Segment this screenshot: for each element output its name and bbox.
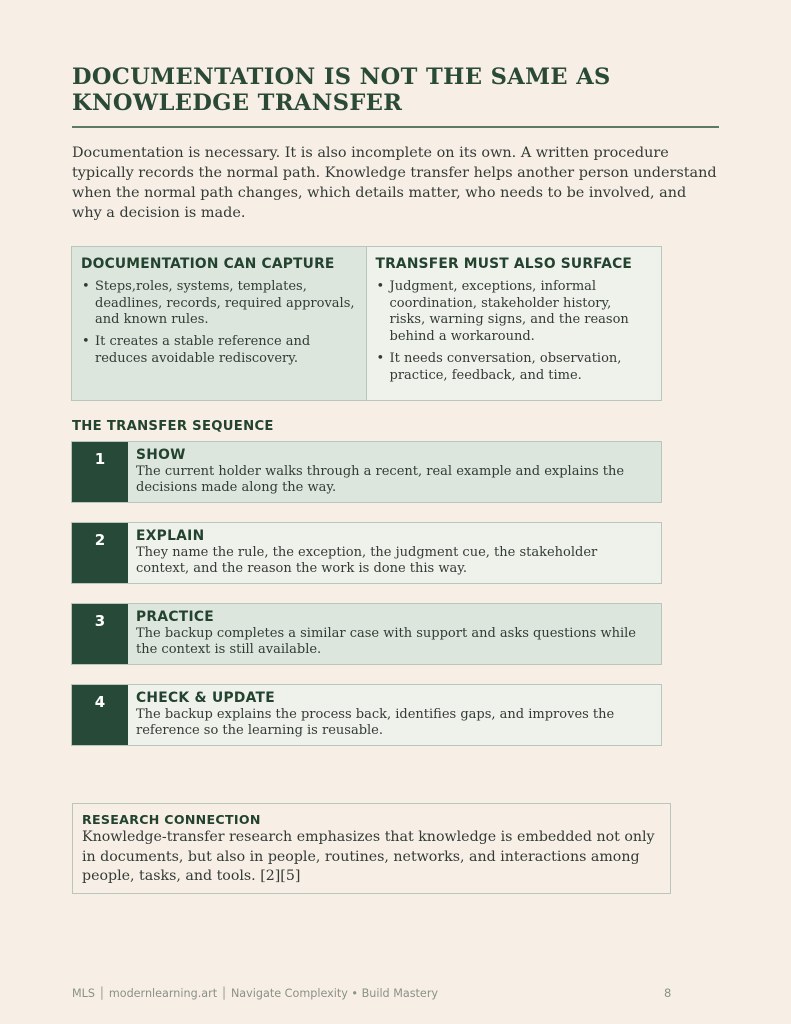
step-body [128, 685, 661, 745]
bullet-icon: • [82, 334, 90, 350]
step-number: 2 [72, 523, 128, 583]
list-item: • It creates a stable reference and reduces avoidable rediscovery. [82, 334, 311, 366]
list-item: • It needs conversation, observation, practice, feedback, and time. [376, 350, 622, 383]
documentation-column [72, 247, 367, 400]
sequence-step-practice [71, 603, 662, 665]
step-number: 4 [72, 685, 128, 745]
page-footer: MLS │ modernlearning.art │ Navigate Complexity • Build Mastery [72, 987, 439, 1000]
bullet-icon: • [376, 279, 385, 294]
bullet-icon: • [82, 279, 90, 294]
transfer-list [376, 279, 652, 384]
page-number: 8 [664, 986, 672, 1000]
page-title [72, 64, 712, 116]
page-title-line-1: DOCUMENTATION IS NOT THE SAME AS [72, 64, 611, 90]
list-item: • Steps,roles, systems, templates, deadlines, records, required approvals, and known rules. [82, 279, 355, 328]
sequence-step-show [71, 441, 662, 503]
research-connection-box [72, 803, 671, 894]
step-description: They name the rule, the exception, the judgment cue, the stakeholder context, and the reason the work is done this way. [136, 545, 598, 577]
comparison-table [71, 246, 662, 401]
step-description: The backup completes a similar case with support and asks questions while the context is still available. [136, 626, 636, 658]
page-title-line-2: KNOWLEDGE TRANSFER [72, 90, 403, 116]
step-number: 1 [72, 442, 128, 502]
intro-paragraph: Documentation is necessary. It is also incomplete on its own. A written procedure typically records the normal path. Knowledge transfer helps another person understand when the normal path changes, which details matter, who needs to be involved, and why a decision is made. [72, 145, 717, 221]
research-text: Knowledge-transfer research emphasizes that knowledge is embedded not only in documents, but also in people, routines, networks, and interactions among people, tasks, and tools. [2][5] [82, 829, 655, 884]
sequence-heading: THE TRANSFER SEQUENCE [72, 419, 274, 434]
step-body [128, 442, 661, 502]
step-description: The current holder walks through a recent, real example and explains the decisions made along the way. [136, 464, 625, 496]
research-heading: RESEARCH CONNECTION [82, 812, 261, 827]
transfer-heading: TRANSFER MUST ALSO SURFACE [375, 256, 633, 272]
list-item: • Judgment, exceptions, informal coordination, stakeholder history, risks, warning signs, and the reason behind a workaround. [376, 279, 629, 345]
documentation-list [81, 279, 356, 368]
bullet-icon: • [376, 350, 385, 366]
step-title: SHOW [136, 447, 186, 463]
step-title: PRACTICE [136, 609, 215, 625]
title-divider [72, 126, 719, 128]
step-body [128, 604, 661, 664]
documentation-heading: DOCUMENTATION CAN CAPTURE [81, 256, 335, 272]
sequence-step-explain [71, 522, 662, 584]
transfer-column [367, 247, 662, 400]
step-body [128, 523, 661, 583]
step-number: 3 [72, 604, 128, 664]
step-description: The backup explains the process back, identifies gaps, and improves the reference so the learning is reusable. [136, 707, 615, 739]
step-title: EXPLAIN [136, 528, 205, 544]
step-title: CHECK & UPDATE [136, 690, 275, 706]
sequence-step-check-update [71, 684, 662, 746]
